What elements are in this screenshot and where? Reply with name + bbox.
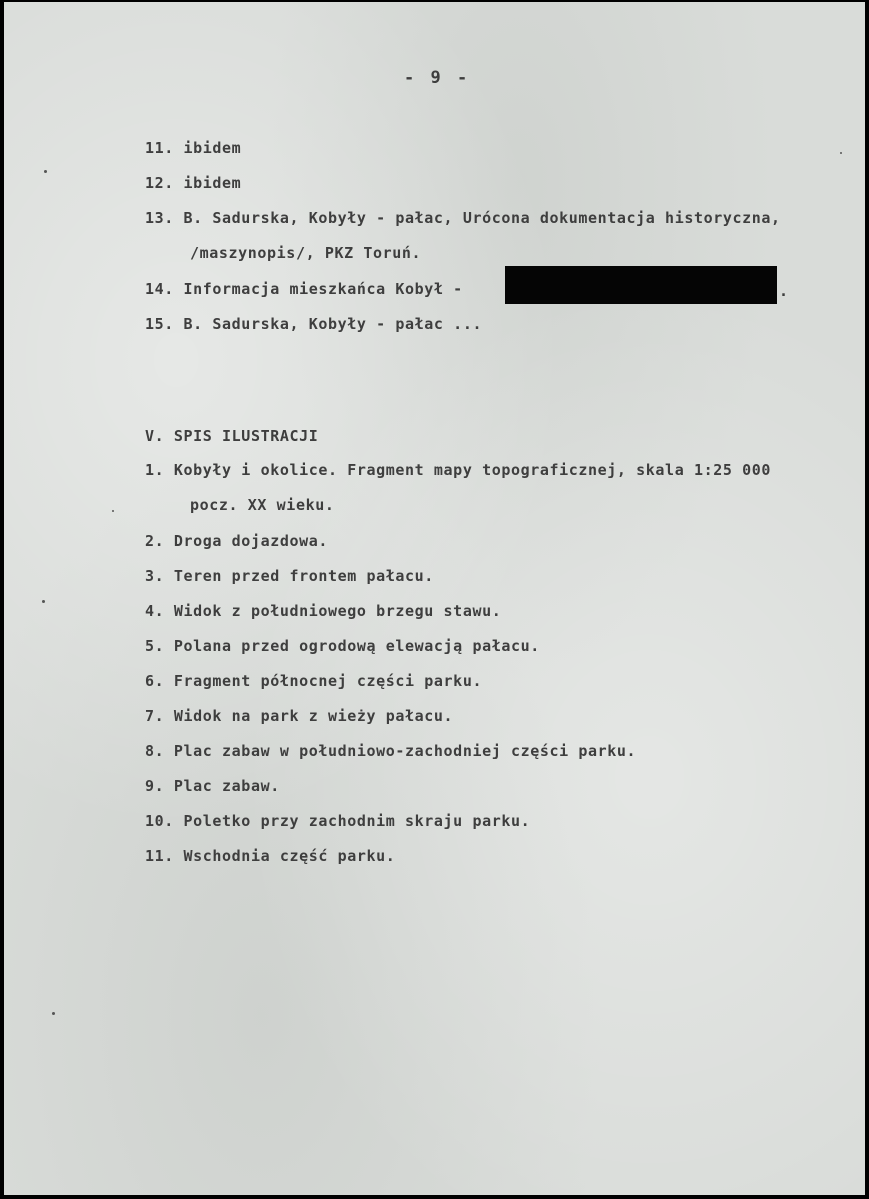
- illustration-item-9: 9. Plac zabaw.: [145, 777, 280, 795]
- illustration-item-11: 11. Wschodnia część parku.: [145, 847, 396, 865]
- note-13: 13. B. Sadurska, Kobyły - pałac, Urócona dokumentacja historyczna,: [145, 209, 781, 227]
- illustration-item-8: 8. Plac zabaw w południowo-zachodniej części parku.: [145, 742, 637, 760]
- note-12: 12. ibidem: [145, 174, 242, 192]
- section-heading: V. SPIS ILUSTRACJI: [145, 427, 319, 445]
- note-14: 14. Informacja mieszkańca Kobył -: [145, 280, 463, 298]
- note-14-period: .: [779, 282, 789, 300]
- illustration-item-5: 5. Polana przed ogrodową elewacją pałacu.: [145, 637, 540, 655]
- redaction-block: [505, 266, 777, 304]
- page-number: - 9 -: [404, 68, 471, 88]
- illustration-item-3: 3. Teren przed frontem pałacu.: [145, 567, 434, 585]
- illustration-item-7: 7. Widok na park z wieży pałacu.: [145, 707, 454, 725]
- scan-speck: [52, 1012, 55, 1015]
- illustration-item-1-continuation: pocz. XX wieku.: [190, 496, 335, 514]
- illustration-item-1: 1. Kobyły i okolice. Fragment mapy topograficznej, skala 1:25 000: [145, 461, 771, 479]
- scan-speck: [112, 510, 114, 512]
- note-15: 15. B. Sadurska, Kobyły - pałac ...: [145, 315, 483, 333]
- illustration-item-10: 10. Poletko przy zachodnim skraju parku.: [145, 812, 531, 830]
- illustration-item-4: 4. Widok z południowego brzegu stawu.: [145, 602, 502, 620]
- illustration-item-6: 6. Fragment północnej części parku.: [145, 672, 483, 690]
- note-11: 11. ibidem: [145, 139, 242, 157]
- scan-speck: [840, 152, 842, 154]
- scan-speck: [44, 170, 47, 173]
- scan-speck: [42, 600, 45, 603]
- note-13-continuation: /maszynopis/, PKZ Toruń.: [190, 244, 422, 262]
- illustration-item-2: 2. Droga dojazdowa.: [145, 532, 328, 550]
- document-page: [4, 2, 865, 1195]
